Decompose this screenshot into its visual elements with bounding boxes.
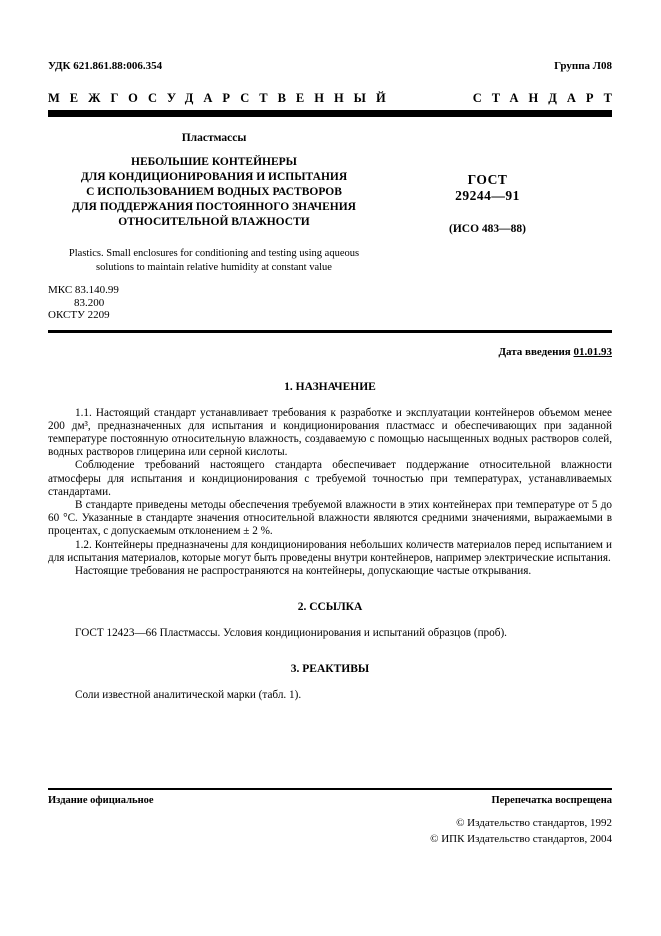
paragraph: Соблюдение требований настоящего стандарта обеспечивает поддержание относительной влажности атмосферы для испытания и кондиционирования с требуемой точностью при температурах, устанавливаемых стандартами. — [48, 459, 612, 498]
paragraph: 1.1. Настоящий стандарт устанавливает требования к разработке и эксплуатации контейнеров объемом менее 200 дм³, предназначенных для испытания и кондиционирования пластмасс и обеспечивающих при заданной температуре постоянную относительную влажность, создаваемую с помощью насыщенных водных растворов солей, водных растворов глицерина или серной кислоты. — [48, 406, 612, 459]
gost-designation-number: 29244—91 — [455, 188, 520, 203]
mks-code-line: МКС 83.140.99 — [48, 284, 119, 296]
udk-code: УДК 621.861.88:006.354 — [48, 60, 163, 72]
title-ru-line: НЕБОЛЬШИЕ КОНТЕЙНЕРЫ — [131, 156, 297, 168]
designation-column — [400, 132, 575, 275]
paragraph: Настоящие требования не распространяются на контейнеры, допускающие частые открывания. — [75, 564, 532, 577]
title-ru — [48, 155, 380, 230]
iso-reference: (ИСО 483—88) — [449, 223, 526, 235]
title-en-line: Plastics. Small enclosures for conditioning and testing using aqueous — [68, 248, 360, 259]
group-code: Группа Л08 — [554, 60, 612, 72]
date-label: Дата введения — [498, 345, 571, 358]
title-ru-line: ДЛЯ КОНДИЦИОНИРОВАНИЯ И ИСПЫТАНИЯ — [80, 171, 348, 183]
section-heading-3: 3. РЕАКТИВЫ — [290, 663, 370, 676]
title-en-line: solutions to maintain relative humidity at constant value — [96, 262, 332, 273]
section-heading-1: 1. НАЗНАЧЕНИЕ — [284, 380, 376, 393]
paragraph: Соли известной аналитической марки (табл. 1). — [75, 689, 302, 702]
title-block — [48, 132, 612, 275]
reprint-prohibited-label: Перепечатка воспрещена — [491, 795, 612, 806]
standard-type-banner — [48, 91, 622, 106]
title-column — [48, 132, 380, 275]
banner-word-1: МЕЖГОСУДАРСТВЕННЫЙ — [48, 91, 396, 105]
footer-labels — [48, 795, 612, 806]
title-ru-line: ОТНОСИТЕЛЬНОЙ ВЛАЖНОСТИ — [118, 216, 310, 228]
okstu-code-line: ОКСТУ 2209 — [48, 309, 110, 321]
mks-code-line: 83.200 — [74, 296, 105, 309]
paragraph: В стандарте приведены методы обеспечения требуемой влажности в этих контейнерах при температуре от 5 до 60 °С. Указанные в стандарте значения относительной влажности являются средними значениями, выражаемыми в процентах, с допускаемым отклонением ± 2 %. — [48, 498, 612, 538]
top-index-line — [48, 60, 612, 72]
paragraph: 1.2. Контейнеры предназначены для кондиционирования небольших количеств материалов перед испытанием и для испытания материалов, которые могут быть проведены внутри контейнеров, например электрические испытания. — [48, 538, 612, 564]
footer-separator-rule — [48, 788, 612, 790]
copyright-block — [48, 816, 612, 847]
copyright-line-1992: © Издательство стандартов, 1992 — [456, 817, 612, 829]
page-footer — [48, 788, 612, 847]
classification-codes — [48, 284, 612, 322]
mid-separator-rule — [48, 330, 612, 333]
section-heading-2: 2. ССЫЛКА — [297, 601, 363, 614]
paragraph: ГОСТ 12423—66 Пластмассы. Условия кондиционирования и испытаний образцов (проб). — [75, 627, 507, 640]
thick-separator-bar — [48, 110, 612, 117]
official-edition-label: Издание официальное — [48, 795, 154, 806]
gost-designation-line: ГОСТ — [467, 172, 508, 187]
title-ru-line: С ИСПОЛЬЗОВАНИЕМ ВОДНЫХ РАСТВОРОВ — [86, 186, 342, 198]
title-en — [48, 247, 380, 275]
banner-word-2: СТАНДАРТ — [472, 91, 622, 105]
title-ru-line: ДЛЯ ПОДДЕРЖАНИЯ ПОСТОЯННОГО ЗНАЧЕНИЯ — [72, 201, 356, 213]
copyright-line-2004: © ИПК Издательство стандартов, 2004 — [430, 832, 612, 845]
effective-date-line — [48, 346, 612, 358]
date-value: 01.01.93 — [573, 345, 612, 358]
subject-label: Пластмассы — [181, 132, 247, 144]
